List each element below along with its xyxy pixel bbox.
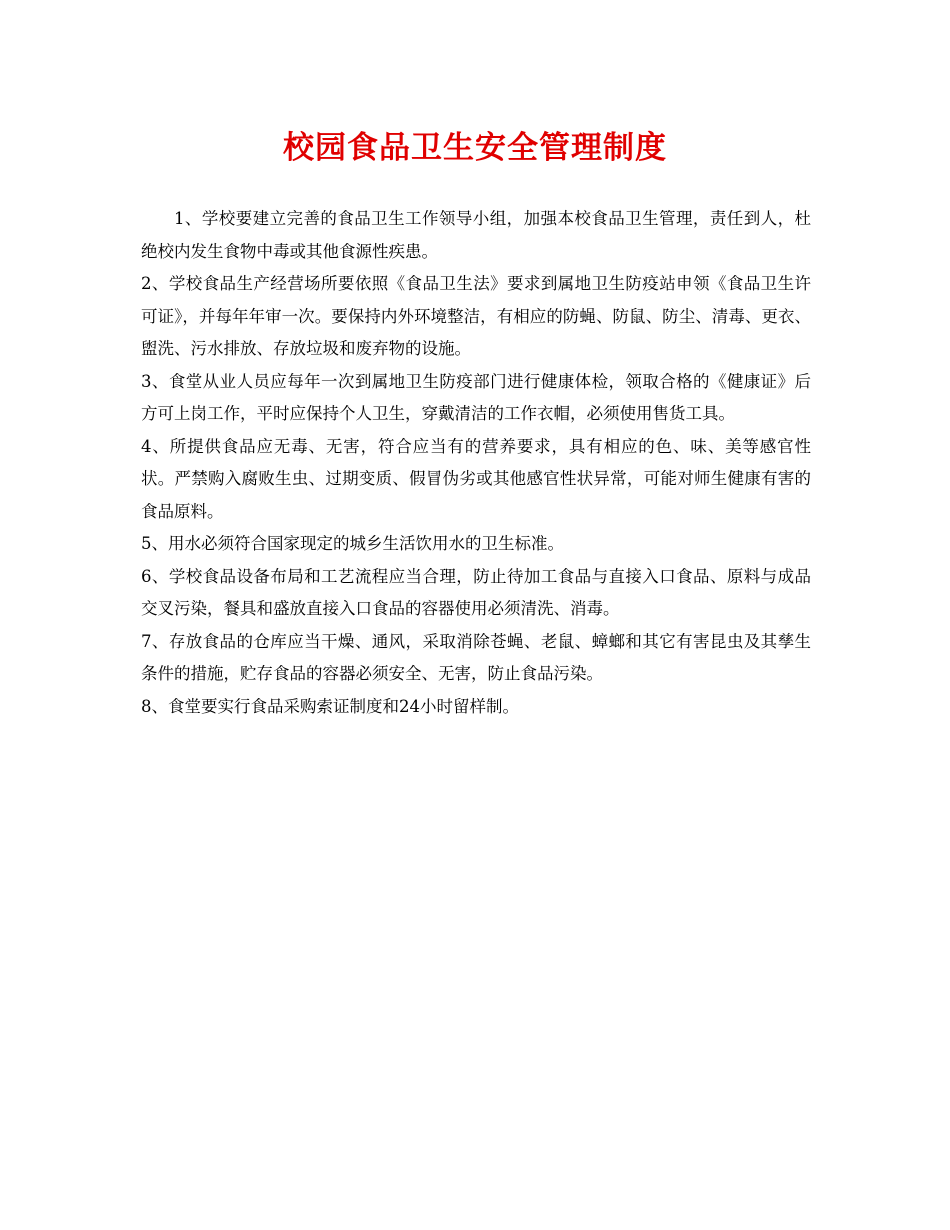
paragraph-4: 4、所提供食品应无毒、无害，符合应当有的营养要求，具有相应的色、味、美等感官性状。严禁购入腐败生虫、过期变质、假冒伪劣或其他感官性状异常，可能对师生健康有害的食品原料。 bbox=[141, 436, 811, 521]
paragraph-2: 2、学校食品生产经营场所要依照《食品卫生法》要求到属地卫生防疫站申领《食品卫生许可证》，并每年年审一次。要保持内外环境整洁，有相应的防蝇、防鼠、防尘、清毒、更衣、盥洗、污水排放、存放垃圾和废弃物的设施。 bbox=[141, 274, 811, 358]
paragraph-6: 6、学校食品设备布局和工艺流程应当合理，防止待加工食品与直接入口食品、原料与成品交叉污染，餐具和盛放直接入口食品的容器使用必须清洗、消毒。 bbox=[141, 566, 811, 618]
paragraph-8: 8、食堂要实行食品采购索证制度和24小时留样制。 bbox=[141, 696, 519, 716]
document-title: 校园食品卫生安全管理制度 bbox=[283, 130, 667, 166]
paragraph-5: 5、用水必须符合国家现定的城乡生活饮用水的卫生标准。 bbox=[141, 534, 564, 553]
paragraph-3: 3、食堂从业人员应每年一次到属地卫生防疫部门进行健康体检，领取合格的《健康证》后方可上岗工作，平时应保持个人卫生，穿戴清洁的工作衣帽，必须使用售货工具。 bbox=[141, 371, 811, 423]
document-body bbox=[141, 203, 811, 723]
paragraph-1: 1、学校要建立完善的食品卫生工作领导小组，加强本校食品卫生管理，责任到人，杜绝校内发生食物中毒或其他食源性疾患。 bbox=[141, 209, 811, 261]
paragraph-7: 7、存放食品的仓库应当干燥、通风，采取消除苍蝇、老鼠、蟑螂和其它有害昆虫及其孳生条件的措施，贮存食品的容器必须安全、无害，防止食品污染。 bbox=[141, 631, 811, 683]
